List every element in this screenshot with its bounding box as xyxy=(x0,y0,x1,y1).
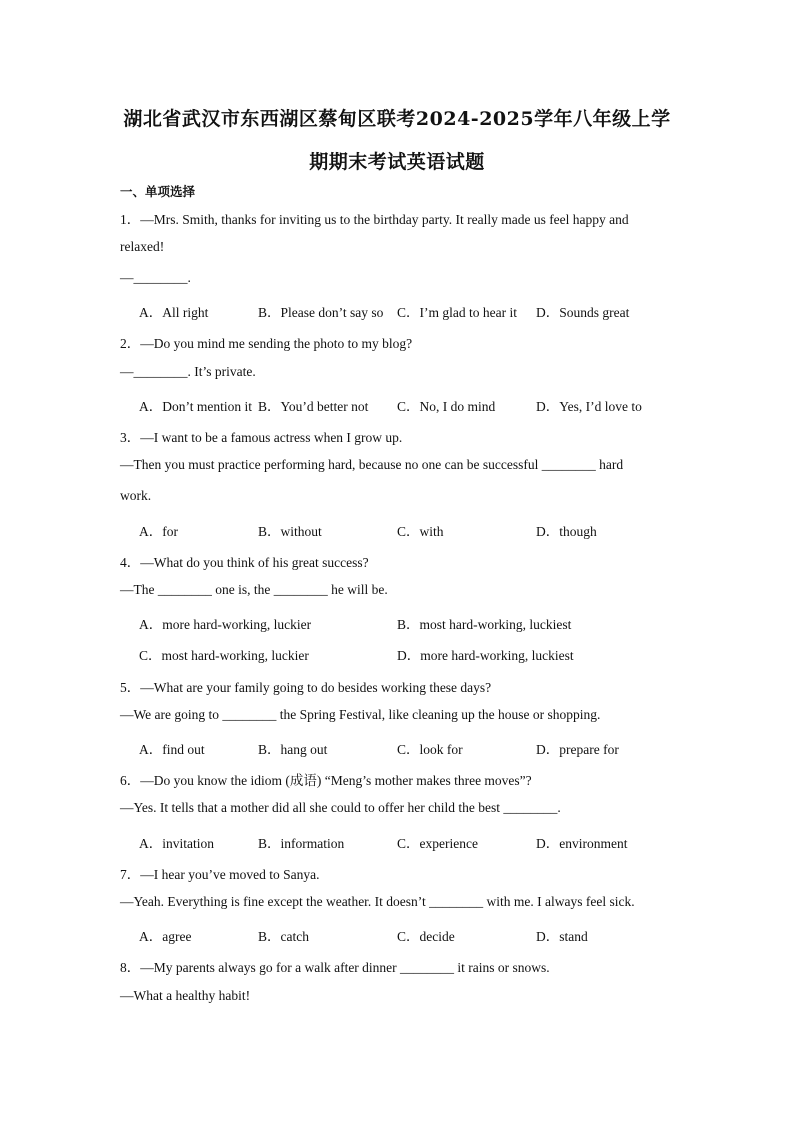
question-5-option-c[interactable]: C．look for xyxy=(397,742,463,757)
question-5-option-b[interactable]: B．hang out xyxy=(258,742,328,757)
question-5-prompt: 5．—What are your family going to do besides working these days? xyxy=(120,680,492,695)
question-3-option-d[interactable]: D．though xyxy=(536,524,597,539)
question-7-option-a[interactable]: A．agree xyxy=(139,929,192,944)
question-3-option-a[interactable]: A．for xyxy=(139,524,178,539)
question-2-option-a[interactable]: A．Don’t mention it xyxy=(139,399,252,414)
question-4-option-a[interactable]: A．more hard-working, luckier xyxy=(139,617,312,632)
question-2-response: —________. It’s private. xyxy=(120,364,256,379)
question-6-option-a[interactable]: A．invitation xyxy=(139,836,214,851)
question-1-prompt: 1．—Mrs. Smith, thanks for inviting us to the birthday party. It really made us feel happy and xyxy=(120,212,629,227)
question-1-option-d[interactable]: D．Sounds great xyxy=(536,305,630,320)
question-4-prompt: 4．—What do you think of his great success? xyxy=(120,555,369,570)
question-6-response: —Yes. It tells that a mother did all she could to offer her child the best ________. xyxy=(120,800,561,815)
question-8-response: —What a healthy habit! xyxy=(120,988,251,1003)
question-5-option-d[interactable]: D．prepare for xyxy=(536,742,619,757)
question-4-response: —The ________ one is, the ________ he will be. xyxy=(120,582,388,597)
question-7-option-b[interactable]: B．catch xyxy=(258,929,309,944)
question-4-option-d[interactable]: D．more hard-working, luckiest xyxy=(397,648,574,663)
question-3-option-c[interactable]: C．with xyxy=(397,524,444,539)
question-7-response: —Yeah. Everything is fine except the weather. It doesn’t ________ with me. I always feel sick. xyxy=(120,894,635,909)
question-6-option-d[interactable]: D．environment xyxy=(536,836,628,851)
page-title: 湖北省武汉市东西湖区蔡甸区联考2024-2025学年八年级上学 xyxy=(123,108,671,130)
question-1-option-a[interactable]: A．All right xyxy=(139,305,209,320)
question-3-option-b[interactable]: B．without xyxy=(258,524,322,539)
section-heading: 一、单项选择 xyxy=(120,184,196,199)
question-5-response: —We are going to ________ the Spring Festival, like cleaning up the house or shopping. xyxy=(120,707,601,722)
question-1-option-c[interactable]: C．I’m glad to hear it xyxy=(397,305,517,320)
question-6-option-c[interactable]: C．experience xyxy=(397,836,478,851)
question-2-option-b[interactable]: B．You’d better not xyxy=(258,399,369,414)
question-1-response: —________. xyxy=(120,270,191,285)
question-2-prompt: 2．—Do you mind me sending the photo to my blog? xyxy=(120,336,413,351)
page-title-line2: 期期末考试英语试题 xyxy=(309,151,485,173)
question-6-option-b[interactable]: B．information xyxy=(258,836,345,851)
question-5-option-a[interactable]: A．find out xyxy=(139,742,205,757)
question-7-option-c[interactable]: C．decide xyxy=(397,929,455,944)
question-3-response-cont: work. xyxy=(120,488,152,503)
question-7-prompt: 7．—I hear you’ve moved to Sanya. xyxy=(120,867,320,882)
question-4-option-b[interactable]: B．most hard-working, luckiest xyxy=(397,617,572,632)
question-3-prompt: 3．—I want to be a famous actress when I grow up. xyxy=(120,430,403,445)
question-7-option-d[interactable]: D．stand xyxy=(536,929,588,944)
question-1-option-b[interactable]: B．Please don’t say so xyxy=(258,305,384,320)
question-6-prompt: 6．—Do you know the idiom (成语) “Meng’s mother makes three moves”? xyxy=(120,773,532,788)
question-2-option-c[interactable]: C．No, I do mind xyxy=(397,399,496,414)
question-1-prompt-cont: relaxed! xyxy=(120,239,165,254)
question-8-prompt: 8．—My parents always go for a walk after dinner ________ it rains or snows. xyxy=(120,960,550,975)
question-2-option-d[interactable]: D．Yes, I’d love to xyxy=(536,399,642,414)
question-4-option-c[interactable]: C．most hard-working, luckier xyxy=(139,648,309,663)
question-3-response: —Then you must practice performing hard, because no one can be successful ________ hard xyxy=(120,457,624,472)
